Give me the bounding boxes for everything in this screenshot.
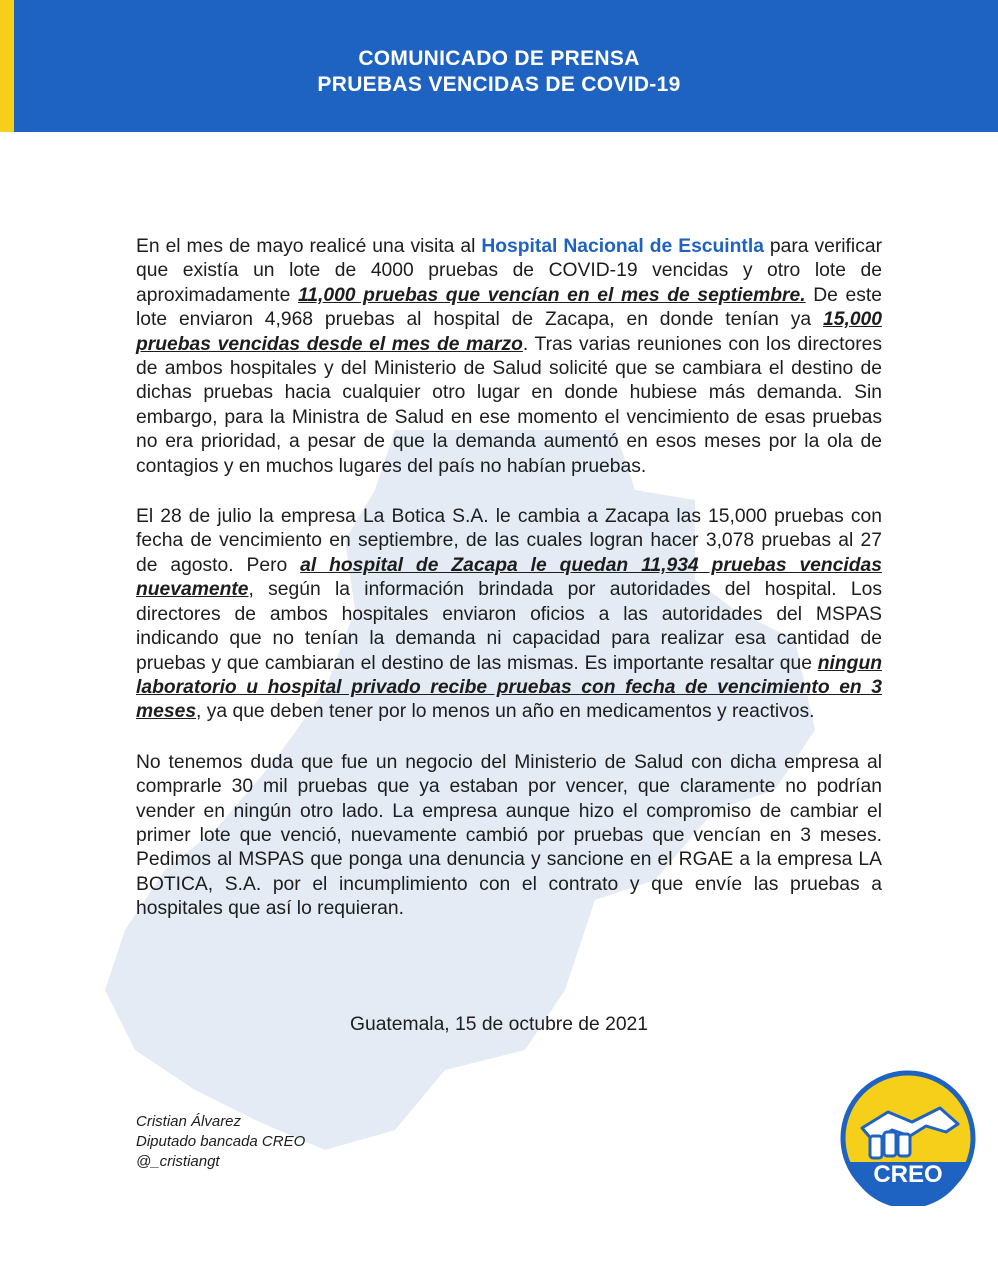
title-line-1: COMUNICADO DE PRENSA xyxy=(358,47,640,70)
paragraph-2 xyxy=(136,505,882,725)
p3-text-1: No tenemos duda que fue un negocio del Ministerio de Salud con dicha empresa al comprarle 30 mil pruebas que ya estaban por vencer, que claramente no podrían vender en ningún otro lado. La empresa aunque hizo el compromiso de cambiar el primer lote que venció, nuevamente cambió por pruebas que vencían en 3 meses. Pedimos al MSPAS que ponga una denuncia y sancione en el RGAE a la empresa LA BOTICA, S.A. por el incumplimiento con el contrato y que envíe las pruebas a hospitales que así lo requieran. xyxy=(136,751,882,920)
logo-text: CREO xyxy=(873,1161,943,1188)
p1-emphasis-1: 11,000 pruebas que vencían en el mes de septiembre. xyxy=(297,284,806,306)
date-line: Guatemala, 15 de octubre de 2021 xyxy=(349,1014,648,1035)
creo-logo xyxy=(840,1070,976,1206)
p2-emphasis-1: al hospital de Zacapa le quedan 11,934 pruebas vencidas nuevamente xyxy=(136,554,882,601)
paragraph-3 xyxy=(136,751,882,922)
header-banner xyxy=(0,0,998,132)
p1-emphasis-2: 15,000 pruebas vencidas desde el mes de marzo xyxy=(136,309,882,355)
press-release-body xyxy=(136,235,882,948)
p1-text-3: De este lote enviaron 4,968 pruebas al hospital de Zacapa, en donde tenían ya xyxy=(136,284,882,331)
signature-role: Diputado bancada CREO xyxy=(136,1133,306,1150)
signature-name: Cristian Álvarez xyxy=(136,1113,242,1130)
header-titles xyxy=(0,46,998,98)
signature-handle: @_cristiangt xyxy=(136,1153,220,1170)
p2-text-3: , ya que deben tener por lo menos un año en medicamentos y reactivos. xyxy=(196,701,815,723)
p2-emphasis-2: ningun laboratorio u hospital privado recibe pruebas con fecha de vencimiento en 3 meses xyxy=(136,652,882,723)
hospital-name: Hospital Nacional de Escuintla xyxy=(481,236,764,257)
p1-text-4: . Tras varias reuniones con los directores de ambos hospitales y del Ministerio de Salud solicité que se cambiara el destino de dichas pruebas hacia cualquier otro lugar en donde hubiese más demanda. Sin embargo, para la Ministra de Salud en ese momento el vencimiento de esas pruebas no era prioridad, a pesar de que la demanda aumentó en esos meses por la ola de contagios y en muchos lugares del país no habían pruebas. xyxy=(136,333,882,477)
p1-text-2: para verificar que existía un lote de 4000 pruebas de COVID-19 vencidas y otro lote de aproximadamente xyxy=(136,236,882,306)
p2-text-2: , según la información brindada por autoridades del hospital. Los directores de ambos hospitales enviaron oficios a las autoridades del MSPAS indicando que no tenían la demanda ni capacidad para realizar esa cantidad de pruebas y que cambiaran el destino de las mismas. Es importante resaltar que xyxy=(136,579,882,674)
p1-text-1: En el mes de mayo realicé una visita al xyxy=(136,236,482,257)
p2-text-1: El 28 de julio la empresa La Botica S.A. le cambia a Zacapa las 15,000 pruebas con fecha de vencimiento en septiembre, de las cuales logran hacer 3,078 pruebas al 27 de agosto. Pero xyxy=(136,506,882,576)
paragraph-1 xyxy=(136,235,882,479)
title-line-2: PRUEBAS VENCIDAS DE COVID-19 xyxy=(317,73,681,96)
signature-block xyxy=(136,1112,305,1172)
